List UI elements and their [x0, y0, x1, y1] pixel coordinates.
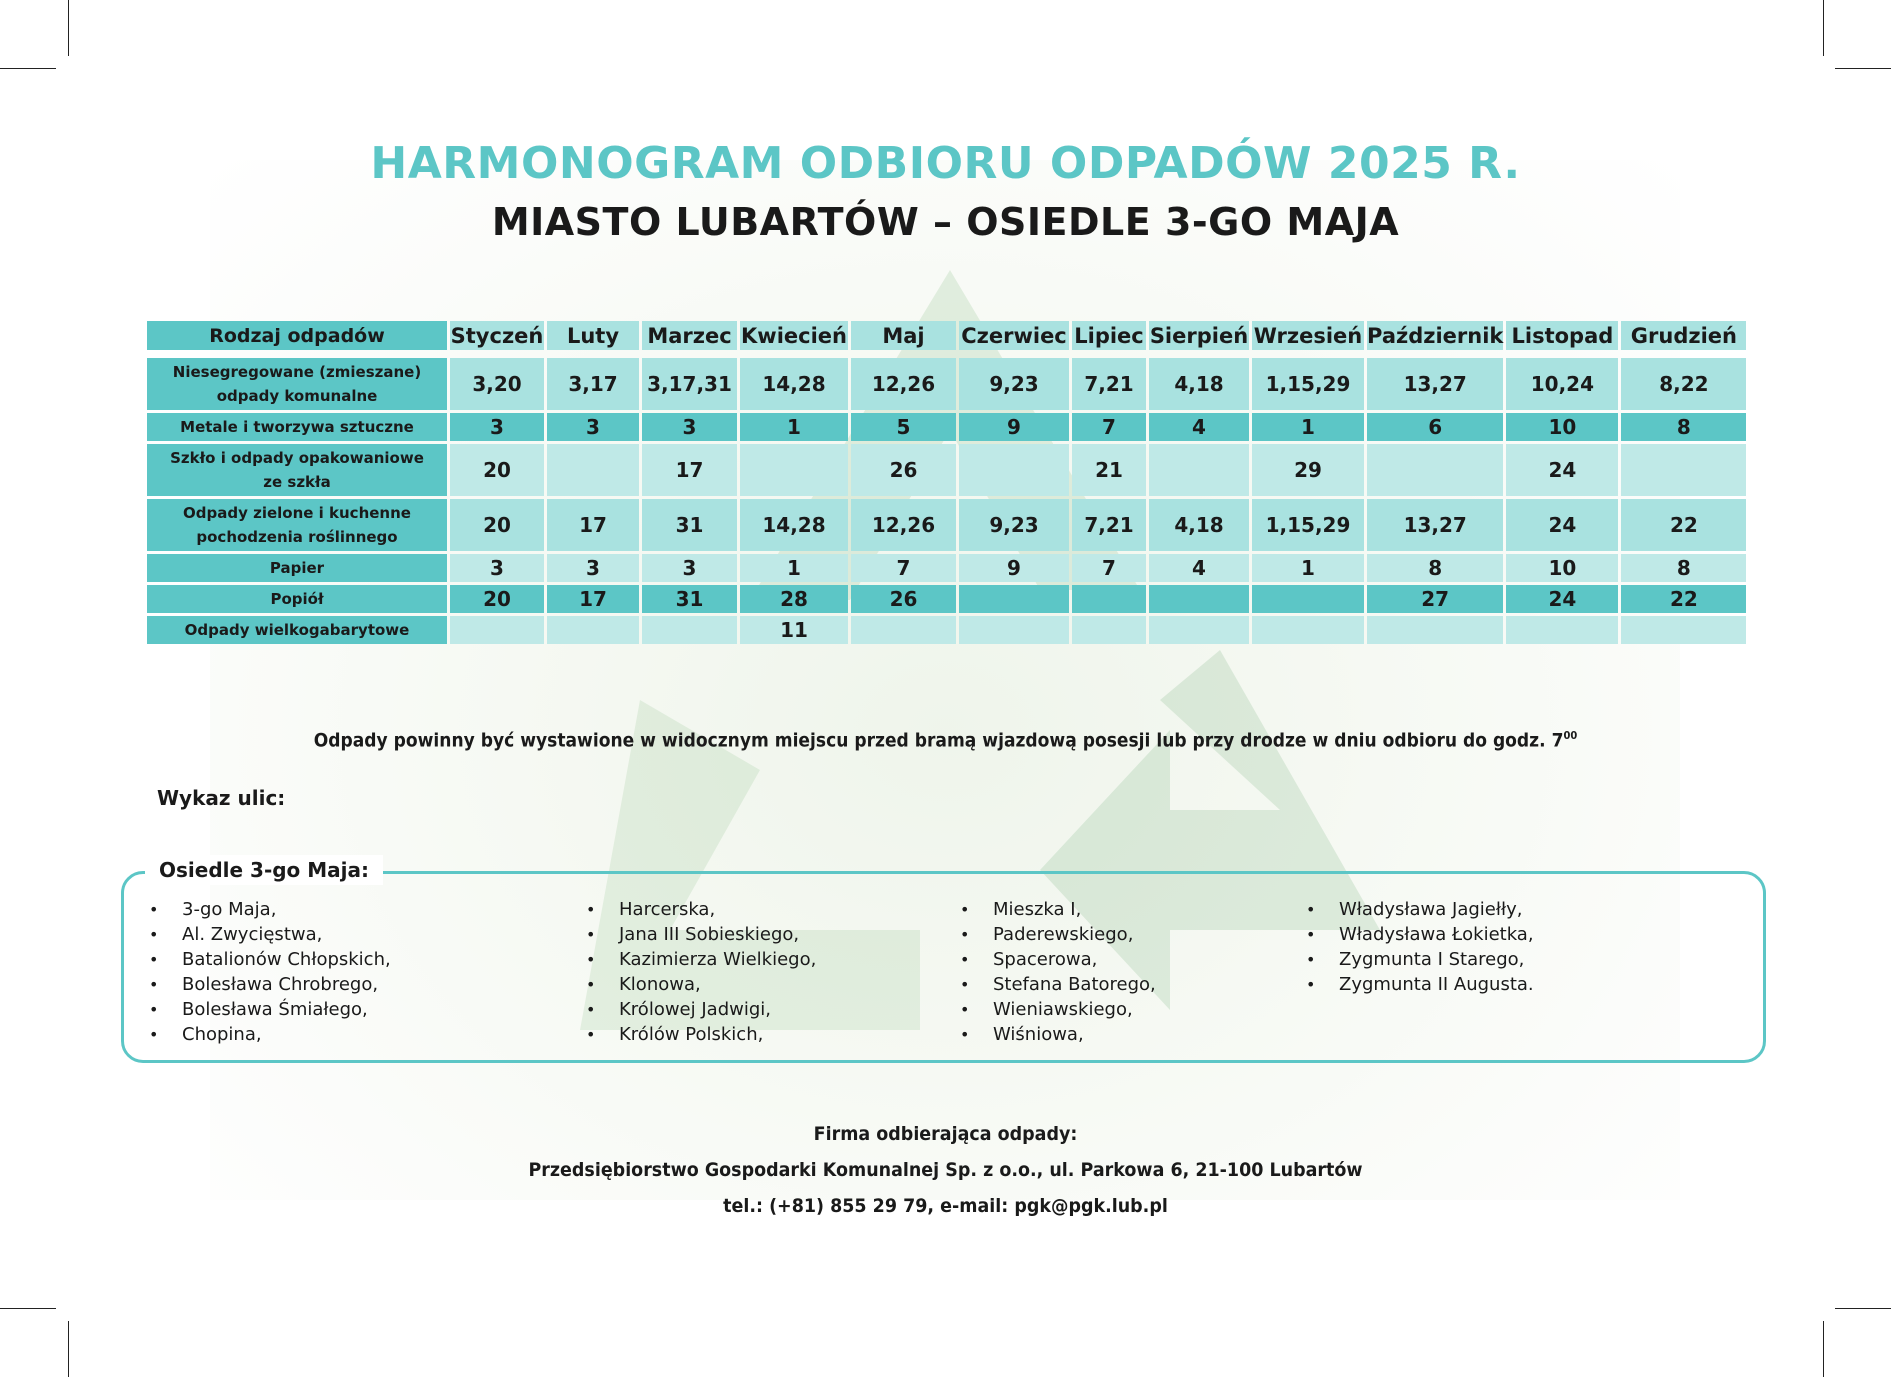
collection-day-cell: 17	[547, 499, 639, 551]
district-label: Osiedle 3-go Maja:	[145, 855, 383, 885]
streets-heading: Wykaz ulic:	[157, 786, 286, 810]
header-month: Maj	[851, 321, 956, 350]
collection-day-cell: 1	[740, 554, 848, 582]
table-row	[147, 358, 1746, 410]
placement-notice-text: Odpady powinny być wystawione w widocznym miejscu przed bramą wjazdową posesji lub przy drodze w dniu odbioru do godz. 7	[313, 729, 1564, 752]
collection-day-cell: 1,15,29	[1252, 499, 1364, 551]
collection-day-cell: 7	[1072, 413, 1146, 441]
street-item: • Jana III Sobieskiego,	[586, 922, 816, 947]
header-month: Czerwiec	[959, 321, 1069, 350]
collection-day-cell	[1252, 585, 1364, 613]
collection-day-cell	[1072, 585, 1146, 613]
collection-day-cell: 24	[1506, 499, 1618, 551]
collection-day-cell	[1149, 616, 1249, 644]
table-header-row	[147, 321, 1746, 350]
waste-type-cell	[147, 358, 447, 410]
street-item: • Wieniawskiego,	[960, 997, 1156, 1022]
collection-day-cell	[740, 444, 848, 496]
collection-day-cell: 1	[1252, 413, 1364, 441]
collection-day-cell: 10	[1506, 554, 1618, 582]
collection-day-cell: 3,17,31	[642, 358, 737, 410]
collection-day-cell: 3,20	[450, 358, 544, 410]
waste-type-cell	[147, 585, 447, 613]
collection-day-cell: 3	[547, 413, 639, 441]
collection-day-cell: 3	[547, 554, 639, 582]
street-item: • Bolesława Śmiałego,	[149, 997, 391, 1022]
collection-day-cell	[1149, 444, 1249, 496]
collection-day-cell: 21	[1072, 444, 1146, 496]
waste-type-cell	[147, 616, 447, 644]
collection-day-cell	[959, 585, 1069, 613]
street-item: • Królów Polskich,	[586, 1022, 816, 1047]
collection-day-cell	[1149, 585, 1249, 613]
collection-day-cell: 8	[1621, 554, 1746, 582]
company-name: Przedsiębiorstwo Gospodarki Komunalnej Sp. z o.o., ul. Parkowa 6, 21-100 Lubartów	[528, 1159, 1363, 1181]
waste-type-label: Odpady zielone i kuchenne	[183, 504, 411, 522]
street-item: • Zygmunta II Augusta.	[1306, 972, 1534, 997]
street-item: • Kazimierza Wielkiego,	[586, 947, 816, 972]
collection-day-cell: 8,22	[1621, 358, 1746, 410]
collection-day-cell: 14,28	[740, 499, 848, 551]
collection-day-cell: 17	[547, 585, 639, 613]
waste-type-label: Papier	[269, 559, 325, 577]
collection-day-cell: 3	[642, 554, 737, 582]
collection-day-cell: 9	[959, 554, 1069, 582]
placement-notice	[95, 729, 1797, 751]
waste-type-label: Szkło i odpady opakowaniowe	[170, 449, 424, 467]
header-month: Sierpień	[1149, 321, 1249, 350]
header-month: Styczeń	[450, 321, 544, 350]
collection-day-cell: 6	[1367, 413, 1503, 441]
header-spacer	[147, 353, 1746, 355]
collection-day-cell: 20	[450, 444, 544, 496]
collection-day-cell: 8	[1367, 554, 1503, 582]
crop-mark	[0, 68, 56, 69]
collection-day-cell: 5	[851, 413, 956, 441]
street-item: • Harcerska,	[586, 897, 816, 922]
header-month: Marzec	[642, 321, 737, 350]
collection-day-cell: 7	[1072, 554, 1146, 582]
collection-day-cell: 4,18	[1149, 358, 1249, 410]
company-contact: tel.: (+81) 855 29 79, e-mail: pgk@pgk.lub.pl	[723, 1195, 1168, 1217]
collection-day-cell: 26	[851, 585, 956, 613]
collection-day-cell: 24	[1506, 444, 1618, 496]
waste-type-cell	[147, 444, 447, 496]
collection-day-cell: 22	[1621, 499, 1746, 551]
collection-day-cell: 31	[642, 499, 737, 551]
street-item: • Bolesława Chrobrego,	[149, 972, 391, 997]
collection-day-cell	[851, 616, 956, 644]
collection-day-cell	[1506, 616, 1618, 644]
header-month: Grudzień	[1621, 321, 1746, 350]
collection-day-cell: 4	[1149, 413, 1249, 441]
street-item: • Chopina,	[149, 1022, 391, 1047]
street-list-column	[149, 897, 391, 1047]
waste-type-label: Niesegregowane (zmieszane)	[172, 363, 422, 381]
header-month: Wrzesień	[1252, 321, 1364, 350]
collection-day-cell: 7,21	[1072, 358, 1146, 410]
collection-day-cell	[547, 444, 639, 496]
street-list-column	[586, 897, 816, 1047]
collection-day-cell: 1	[740, 413, 848, 441]
collection-day-cell: 10	[1506, 413, 1618, 441]
collection-day-cell: 1	[1252, 554, 1364, 582]
collection-day-cell: 4,18	[1149, 499, 1249, 551]
waste-type-label-line2: pochodzenia roślinnego	[196, 528, 398, 546]
collection-schedule-table	[144, 318, 1749, 647]
collection-day-cell: 24	[1506, 585, 1618, 613]
collection-day-cell	[642, 616, 737, 644]
street-item: • Władysława Łokietka,	[1306, 922, 1534, 947]
waste-type-label-line2: odpady komunalne	[216, 387, 378, 405]
waste-type-label: Odpady wielkogabarytowe	[184, 621, 410, 639]
collection-day-cell: 3	[450, 413, 544, 441]
crop-mark	[1835, 68, 1891, 69]
collection-day-cell: 11	[740, 616, 848, 644]
collection-day-cell: 22	[1621, 585, 1746, 613]
collection-day-cell: 3	[642, 413, 737, 441]
collection-day-cell: 27	[1367, 585, 1503, 613]
street-list-column	[960, 897, 1156, 1047]
collection-day-cell	[1367, 616, 1503, 644]
street-item: • Wiśniowa,	[960, 1022, 1156, 1047]
street-item: • Zygmunta I Starego,	[1306, 947, 1534, 972]
collection-day-cell: 28	[740, 585, 848, 613]
street-item: • Królowej Jadwigi,	[586, 997, 816, 1022]
header-month: Luty	[547, 321, 639, 350]
header-month: Lipiec	[1072, 321, 1146, 350]
collection-day-cell	[959, 444, 1069, 496]
header-waste-type: Rodzaj odpadów	[147, 321, 447, 350]
collection-day-cell: 12,26	[851, 499, 956, 551]
company-heading: Firma odbierająca odpady:	[813, 1123, 1078, 1145]
collection-day-cell	[450, 616, 544, 644]
page-subtitle: MIASTO LUBARTÓW – OSIEDLE 3-GO MAJA	[491, 200, 1400, 244]
table-row	[147, 499, 1746, 551]
collection-day-cell: 1,15,29	[1252, 358, 1364, 410]
collection-day-cell: 31	[642, 585, 737, 613]
schedule-body	[147, 358, 1746, 644]
street-item: • Mieszka I,	[960, 897, 1156, 922]
crop-mark	[1823, 0, 1824, 56]
collection-day-cell	[1367, 444, 1503, 496]
header-month: Październik	[1367, 321, 1503, 350]
collection-day-cell: 29	[1252, 444, 1364, 496]
table-row	[147, 554, 1746, 582]
collection-day-cell: 9,23	[959, 499, 1069, 551]
waste-type-cell	[147, 554, 447, 582]
collection-day-cell: 7	[851, 554, 956, 582]
crop-mark	[1835, 1308, 1891, 1309]
crop-mark	[68, 0, 69, 56]
crop-mark	[0, 1308, 56, 1309]
collection-day-cell	[547, 616, 639, 644]
street-item: • 3-go Maja,	[149, 897, 391, 922]
header-month: Listopad	[1506, 321, 1618, 350]
crop-mark	[1823, 1321, 1824, 1377]
header-month: Kwiecień	[740, 321, 848, 350]
table-row	[147, 616, 1746, 644]
collection-day-cell: 8	[1621, 413, 1746, 441]
collection-day-cell: 13,27	[1367, 358, 1503, 410]
collection-day-cell: 17	[642, 444, 737, 496]
collection-day-cell: 3	[450, 554, 544, 582]
street-item: • Paderewskiego,	[960, 922, 1156, 947]
street-item: • Al. Zwycięstwa,	[149, 922, 391, 947]
placement-notice-sup: 00	[1563, 729, 1578, 742]
collection-day-cell	[1621, 616, 1746, 644]
table-row	[147, 413, 1746, 441]
collection-day-cell	[1072, 616, 1146, 644]
street-item: • Spacerowa,	[960, 947, 1156, 972]
collection-day-cell: 12,26	[851, 358, 956, 410]
collection-day-cell: 10,24	[1506, 358, 1618, 410]
street-list-column	[1306, 897, 1534, 997]
collection-day-cell: 13,27	[1367, 499, 1503, 551]
table-row	[147, 444, 1746, 496]
collection-day-cell: 7,21	[1072, 499, 1146, 551]
waste-type-cell	[147, 499, 447, 551]
page-title: HARMONOGRAM ODBIORU ODPADÓW 2025 R.	[370, 138, 1521, 189]
street-item: • Stefana Batorego,	[960, 972, 1156, 997]
street-item: • Klonowa,	[586, 972, 816, 997]
collection-day-cell: 20	[450, 499, 544, 551]
crop-mark	[68, 1321, 69, 1377]
table-row	[147, 585, 1746, 613]
collection-day-cell: 9,23	[959, 358, 1069, 410]
waste-type-label: Popiół	[270, 590, 324, 608]
collection-day-cell: 26	[851, 444, 956, 496]
collection-day-cell: 3,17	[547, 358, 639, 410]
street-item: • Władysława Jagiełły,	[1306, 897, 1534, 922]
waste-type-label: Metale i tworzywa sztuczne	[180, 418, 414, 436]
street-item: • Batalionów Chłopskich,	[149, 947, 391, 972]
waste-type-label-line2: ze szkła	[263, 473, 331, 491]
collection-day-cell: 14,28	[740, 358, 848, 410]
collection-day-cell	[1252, 616, 1364, 644]
collection-day-cell	[1621, 444, 1746, 496]
collection-day-cell	[959, 616, 1069, 644]
waste-type-cell	[147, 413, 447, 441]
collection-day-cell: 4	[1149, 554, 1249, 582]
collection-day-cell: 9	[959, 413, 1069, 441]
collection-day-cell: 20	[450, 585, 544, 613]
